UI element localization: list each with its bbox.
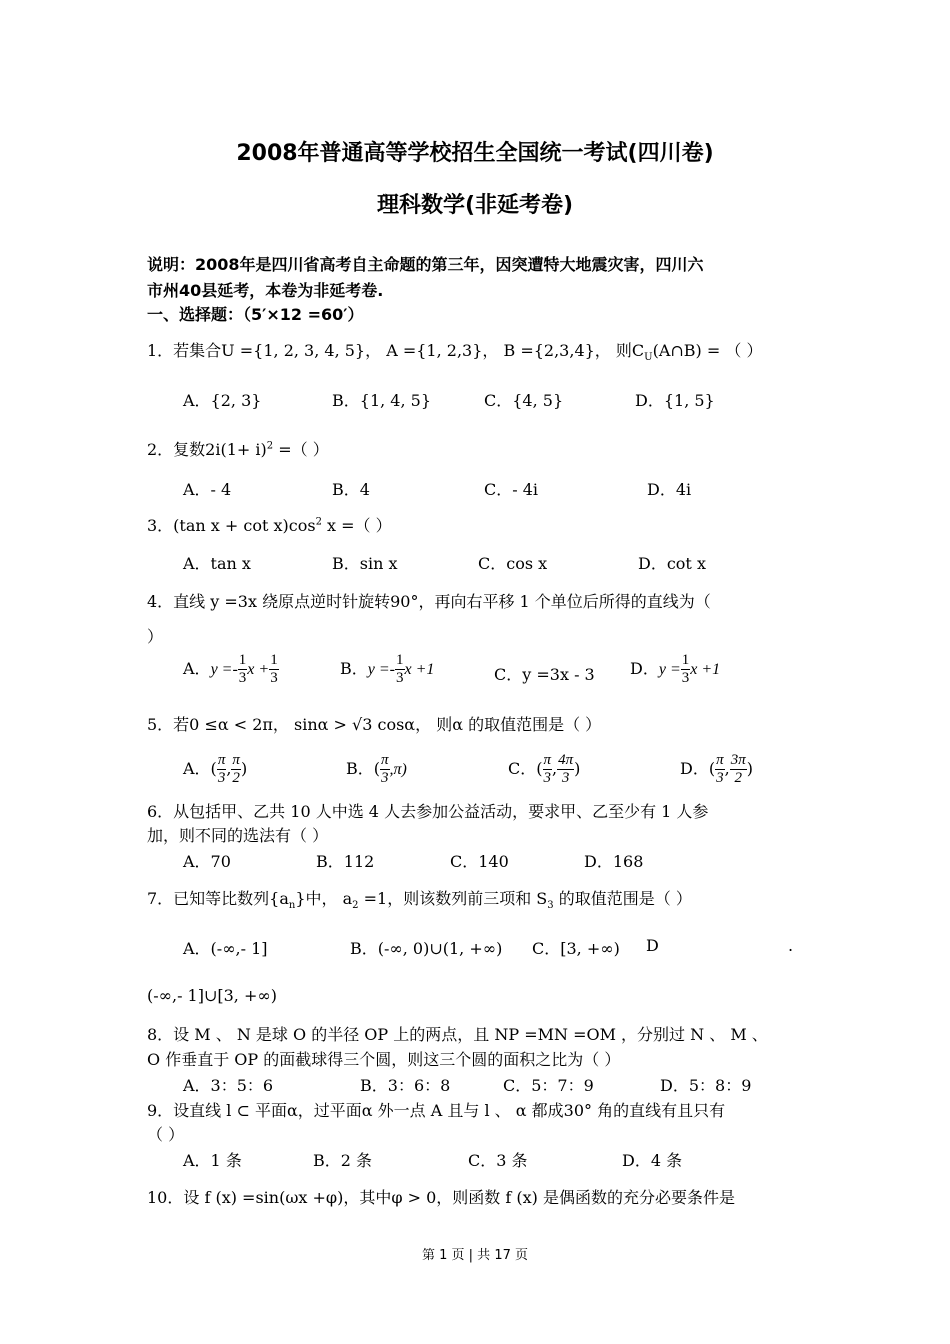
q5-b-frac: $\frac{\pi}{3}$: [381, 752, 389, 786]
q9-option-b: B．2 条: [313, 1151, 373, 1170]
q8-option-d: D．5：8：9: [660, 1076, 752, 1095]
q7-option-a: A．(-∞,- 1]: [183, 939, 268, 958]
question-1-stem: 1．若集合U ={1, 2, 3, 4, 5}， A ={1, 2,3}， B ={2,3,4}， 则C: [147, 341, 645, 360]
q5-d-frac-1: $\frac{\pi}{3}$: [716, 752, 724, 786]
q4-a-mid: x +: [247, 661, 270, 678]
question-3-sup: 2: [315, 516, 322, 528]
question-6-line-2: 加，则不同的选法有（ ）: [147, 826, 329, 845]
question-3-stem: 3．(tan x + cot x)cos: [147, 516, 316, 535]
question-10: 10．设 f (x) =sin(ωx +φ)，其中φ > 0，则函数 f (x) 是偶函数的充分必要条件是: [147, 1188, 735, 1207]
q8-option-c: C．5：7：9: [503, 1076, 594, 1095]
q4-a-frac-2: $\frac{1}{3}$: [270, 652, 278, 686]
q8-option-a: A．3：5：6: [183, 1076, 274, 1095]
q5-a-frac-1: $\frac{\pi}{3}$: [217, 752, 226, 786]
note-line-2: 市州40县延考，本卷为非延考卷.: [147, 281, 384, 300]
question-1-tail: (A∩B) = （ ）: [652, 341, 763, 360]
q4-a-pre: y =-: [210, 661, 238, 678]
q4-b-frac: $\frac{1}{3}$: [396, 652, 404, 686]
q2-option-a: A．- 4: [183, 480, 232, 499]
page-footer: 第 1 页 | 共 17 页: [422, 1248, 528, 1263]
q4-b-pre: y =-: [367, 661, 395, 678]
q4-option-a: [183, 652, 279, 687]
paper-title: 2008年普通高等学校招生全国统一考试(四川卷): [236, 141, 714, 166]
q4-b-post: x +1: [404, 661, 435, 678]
q4-option-c: C．y =3x - 3: [494, 665, 595, 684]
question-3: [147, 513, 392, 536]
q2-option-c: C．- 4i: [484, 480, 539, 499]
q5-option-a: A．( $\frac{\pi}{3}$ , $\frac{\pi}{2}$ ): [183, 752, 248, 786]
q5-c-frac-1: $\frac{\pi}{3}$: [543, 752, 552, 786]
q9-option-d: D．4 条: [622, 1151, 683, 1170]
q1-option-b: B．{1, 4, 5}: [332, 391, 432, 410]
q5-b-label: B．(: [346, 759, 381, 778]
q4-d-pre: y =: [658, 661, 681, 678]
q5-b-post: ,π): [389, 761, 407, 778]
q5-option-d: D．( $\frac{\pi}{3}$ , $\frac{3\pi}{2}$ ): [680, 752, 753, 786]
q3-option-d: D．cot x: [638, 554, 706, 573]
paper-subtitle: 理科数学(非延考卷): [376, 193, 574, 218]
q4-b-label: B．: [340, 659, 368, 678]
q7-option-d: D: [646, 936, 659, 955]
q3-option-a: A．tan x: [183, 554, 251, 573]
q7-sub-3: 3: [547, 900, 554, 912]
section-heading: 一、选择题：（5′×12 =60′）: [147, 305, 364, 324]
q5-a-end: ): [240, 759, 248, 778]
question-2: [147, 437, 329, 460]
q3-option-c: C．cos x: [478, 554, 548, 573]
q5-c-frac-2: $\frac{4\pi}{3}$: [558, 752, 574, 786]
q7-tail: =1，则该数列前三项和 S: [358, 889, 548, 908]
q4-option-d: [630, 652, 720, 687]
question-5: 5．若0 ≤α < 2π， sinα > √3 cosα， 则α 的取值范围是（ ）: [147, 715, 602, 734]
q7-sub-2: 2: [352, 900, 359, 912]
q5-option-b: [346, 752, 407, 787]
question-6-line-1: 6．从包括甲、乙共 10 人中选 4 人去参加公益活动，要求甲、乙至少有 1 人参: [147, 802, 709, 821]
q5-d-end: ): [746, 759, 753, 778]
question-7-stem: 7．已知等比数列{a: [147, 889, 289, 908]
question-2-tail: =（ ）: [273, 440, 329, 459]
q5-c-end: ): [574, 759, 581, 778]
question-2-stem: 2．复数2i(1+ i): [147, 440, 267, 459]
q5-d-frac-2: $\frac{3\pi}{2}$: [730, 752, 746, 786]
q5-a-label: A．(: [183, 759, 217, 778]
q3-option-b: B．sin x: [332, 554, 398, 573]
question-9-line-2: （ ）: [147, 1125, 185, 1144]
q7-option-b: B．(-∞, 0)∪(1, +∞): [350, 939, 503, 958]
q4-d-post: x +1: [690, 661, 721, 678]
q1-option-a: A．{2, 3}: [183, 391, 262, 410]
note-line-1: 说明：2008年是四川省高考自主命题的第三年，因突遭特大地震灾害，四川六: [147, 255, 704, 274]
q7-option-d-value: (-∞,- 1]∪[3, +∞): [147, 986, 277, 1005]
q7-mid: }中， a: [295, 889, 353, 908]
question-3-tail: x =（ ）: [321, 516, 392, 535]
q4-d-label: D．: [630, 659, 659, 678]
question-4-line-1: 4．直线 y =3x 绕原点逆时针旋转90°，再向右平移 1 个单位后所得的直线为（: [147, 592, 711, 611]
q9-option-a: A．1 条: [183, 1151, 242, 1170]
q4-a-frac-1: $\frac{1}{3}$: [238, 652, 247, 686]
question-2-sup: 2: [266, 440, 274, 452]
q6-option-d: D．168: [584, 852, 644, 871]
question-9-line-1: 9．设直线 l ⊂ 平面α，过平面α 外一点 A 且与 l 、 α 都成30° 角的直线有且只有: [147, 1101, 726, 1120]
question-8-line-2: O 作垂直于 OP 的面截球得三个圆，则这三个圆的面积之比为（ ）: [147, 1050, 621, 1069]
q7-option-d-dot: .: [788, 936, 794, 955]
q2-option-d: D．4i: [647, 480, 692, 499]
question-8-line-1: 8．设 M 、 N 是球 O 的半径 OP 上的两点，且 NP =MN =OM ，分别过 N 、 M 、: [147, 1025, 768, 1044]
question-1-sub: U: [644, 352, 653, 364]
q4-option-b: [340, 652, 434, 687]
q1-option-d: D．{1, 5}: [635, 391, 715, 410]
q8-option-b: B．3：6：8: [360, 1076, 451, 1095]
q6-option-a: A．70: [183, 852, 231, 871]
question-4-line-2: ）: [147, 627, 164, 646]
q7-tail-2: 的取值范围是（ ）: [553, 889, 692, 908]
q4-a-label: A．: [183, 659, 211, 678]
q6-option-b: B．112: [316, 852, 375, 871]
q2-option-b: B．4: [332, 480, 370, 499]
q5-d-label: D．(: [680, 759, 716, 778]
q5-c-label: C．(: [508, 759, 543, 778]
question-7: [147, 886, 692, 911]
q7-option-c: C．[3, +∞): [532, 939, 620, 958]
q4-d-frac: $\frac{1}{3}$: [681, 652, 690, 686]
q7-sub-n: n: [288, 900, 296, 912]
q6-option-c: C．140: [450, 852, 509, 871]
q5-option-c: C．( $\frac{\pi}{3}$ , $\frac{4\pi}{3}$ ): [508, 752, 581, 786]
q5-a-frac-2: $\frac{\pi}{2}$: [232, 752, 240, 786]
q9-option-c: C．3 条: [468, 1151, 528, 1170]
q1-option-c: C．{4, 5}: [484, 391, 564, 410]
question-1: [147, 338, 762, 363]
